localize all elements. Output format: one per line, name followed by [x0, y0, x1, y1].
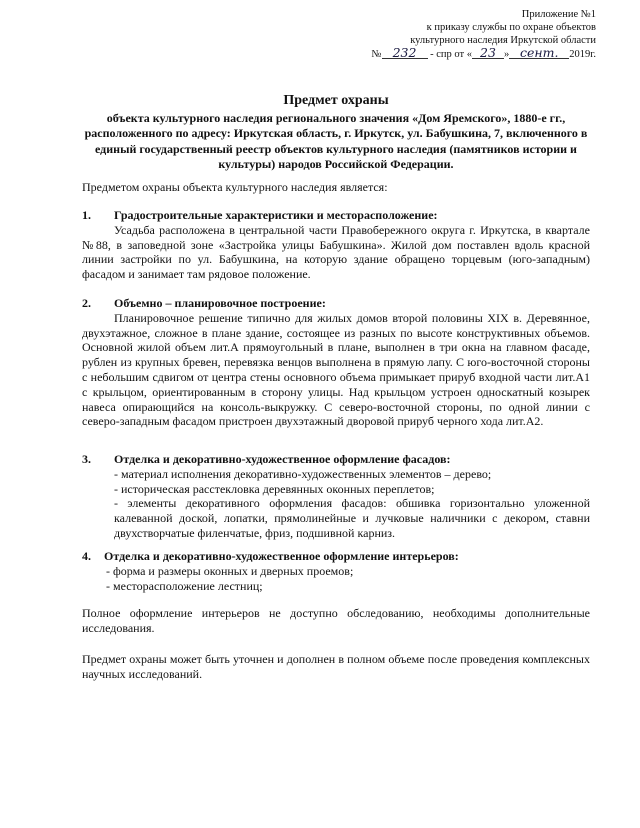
section-4-number: 4. [82, 549, 91, 563]
order-number-handwritten: 232 [382, 47, 428, 59]
appendix-line-2: к приказу службы по охране объектов [426, 22, 596, 33]
list-item: - материал исполнения декоративно-художественных элементов – дерево; [114, 466, 492, 481]
intro-paragraph: Предметом охраны объекта культурного наследия является: [82, 180, 388, 194]
section-1 [82, 208, 590, 282]
section-4-list [82, 564, 590, 594]
appendix-line-1: Приложение №1 [521, 9, 596, 20]
section-1-title: Градостроительные характеристики и месторасположение: [114, 208, 438, 222]
list-item: - месторасположение лестниц; [106, 578, 263, 593]
section-1-heading [82, 208, 590, 223]
document-title: Предмет охраны [283, 93, 389, 108]
section-2-text: Планировочное решение типично для жилых домов второй половины XIX в. Деревянное, двухэтажное, сложное в плане здание, состоящее из разных по высоте конструктивных объемов. Основной жилой объем лит.А прямоугольный в плане, выполнен в три окна на главном фасаде, рублен из крупных бревен, перевязка венцов выполнена в прямую лапу. С юго-восточной стороны с небольшим сдвигом от центра стены основного объема примыкает прируб входной части лит.А1 с крыльцом, ориентированным в сторону улицы. Над крыльцом устроен односкатный козырек навеса опирающийся на консоль-выкружку. С северо-восточной стороны, по одной линии с северо-западным фасадом пристроен двухэтажный дворовой прируб черного хода лит.А2. [82, 310, 590, 429]
section-2-heading [82, 296, 590, 311]
order-quote-close: » [504, 49, 510, 60]
section-1-number: 1. [82, 208, 91, 222]
section-1-text: Усадьба расположена в центральной части Правобережного округа г. Иркутска, в квартале №88, в заповедной зоне «Застройка улицы Бабушкина». Жилой дом поставлен вдоль красной линии застройки по ул. Бабушкина, на которую здание обращено торцевым (юго-западным) фасадом и занимает там рядовое положение. [82, 222, 590, 282]
section-3-list [82, 467, 590, 541]
order-spr-text: - спр от « [427, 49, 472, 60]
order-month-handwritten: сент. [509, 47, 569, 59]
order-number-prefix: № [371, 49, 382, 60]
note-clarification: Предмет охраны может быть уточнен и дополнен в полном объеме после проведения комплексных научных исследований. [82, 652, 590, 681]
list-item: - элементы декоративного оформления фасадов: обшивка горизонтально уложенной калеванной доской, лопатки, прямолинейные и лучковые наличники с декором, ставни двухстворчатые филенчатые, фриз, подшивной карниз. [114, 496, 590, 540]
section-3-title: Отделка и декоративно-художественное оформление фасадов: [114, 452, 451, 466]
section-4-title: Отделка и декоративно-художественное оформление интерьеров: [104, 549, 459, 563]
appendix-line-3: культурного наследия Иркутской области [410, 35, 596, 46]
order-day-handwritten: 23 [472, 47, 504, 59]
section-4-heading [82, 549, 590, 564]
section-3-heading [82, 452, 590, 467]
document-title-block [82, 92, 590, 172]
section-2 [82, 296, 590, 429]
appendix-header [371, 8, 596, 61]
section-3 [82, 452, 590, 541]
document-subtitle: объекта культурного наследия регионального значения «Дом Яремского», 1880-е гг., расположенного по адресу: Иркутская область, г. Иркутск, ул. Бабушкина, 7, включенного в единый государственный реестр объектов культурного наследия (памятников истории и культуры) народов Российской Федерации. [84, 111, 588, 171]
list-item: - форма и размеры оконных и дверных проемов; [106, 563, 354, 578]
section-3-number: 3. [82, 452, 91, 466]
section-4 [82, 549, 590, 593]
note-interiors: Полное оформление интерьеров не доступно обследованию, необходимы дополнительные исследования. [82, 606, 590, 635]
order-reference [371, 47, 596, 61]
section-2-title: Объемно – планировочное построение: [114, 296, 326, 310]
order-year: 2019г. [569, 49, 596, 60]
list-item: - историческая расстекловка деревянных оконных переплетов; [114, 481, 435, 496]
section-2-number: 2. [82, 296, 91, 310]
